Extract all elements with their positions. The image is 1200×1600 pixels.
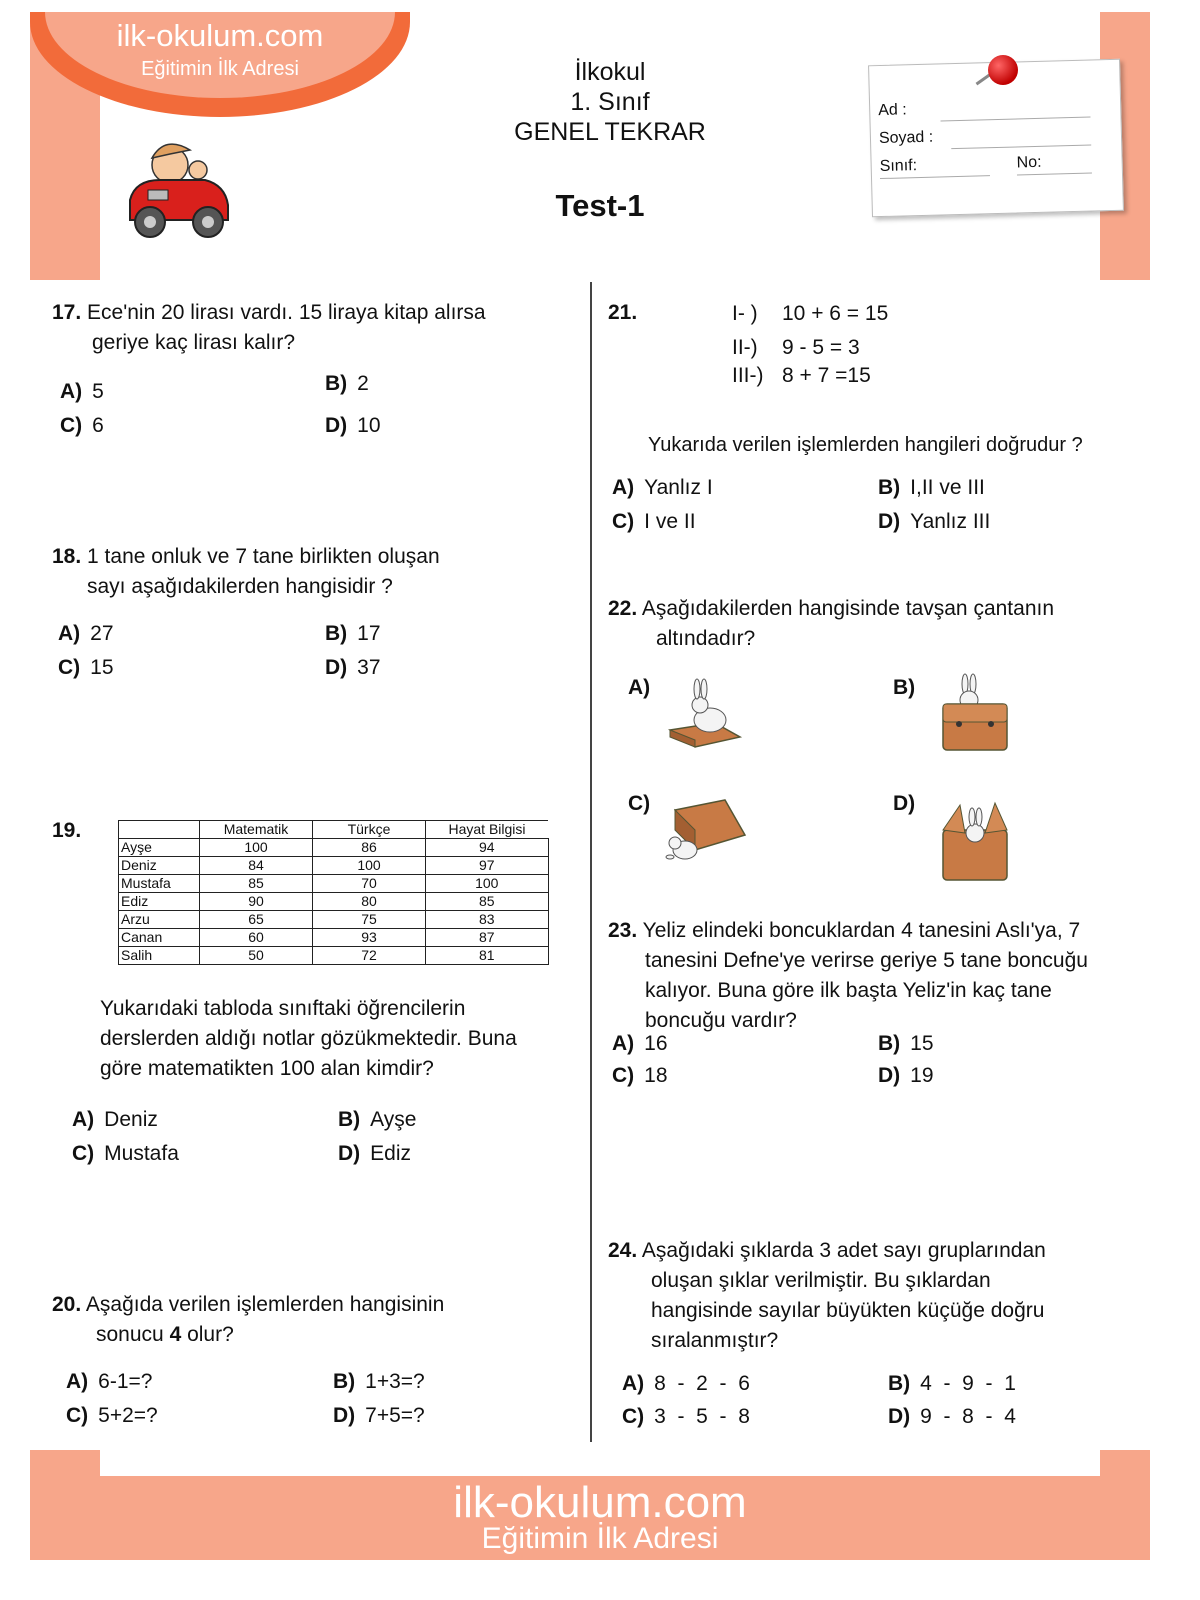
q19-option-d[interactable]: D) Ediz (338, 1142, 412, 1165)
question-number: 24. (608, 1239, 638, 1262)
question-number: 17. (52, 301, 82, 324)
q24-option-d[interactable]: D) 9 - 8 - 4 (888, 1405, 1016, 1428)
q21-prompt: Yukarıda verilen işlemlerden hangileri doğrudur ? (648, 434, 1083, 456)
car-cartoon-illustration (120, 130, 240, 250)
question-text-line4: sıralanmıştır? (651, 1329, 779, 1352)
question-number: 22. (608, 597, 638, 620)
question-number: 20. (52, 1293, 82, 1316)
q22-option-a-label[interactable]: A) (628, 676, 651, 699)
q21-statement-2: II-) 9 - 5 = 3 (732, 336, 860, 359)
question-text-line2: tanesini Defne'ye verirse geriye 5 tane boncuğu (645, 949, 1088, 972)
class-line (880, 175, 990, 179)
q20-option-b[interactable]: B) 1+3=? (333, 1370, 425, 1393)
question-18 (52, 542, 572, 602)
q18-option-d[interactable]: D) 37 (325, 656, 381, 679)
q24-option-c[interactable]: C) 3 - 5 - 8 (622, 1405, 750, 1428)
question-text-line1: Ece'nin 20 lirası vardı. 15 liraya kitap alırsa (87, 301, 486, 324)
q24-option-a[interactable]: A) 8 - 2 - 6 (622, 1372, 750, 1395)
number-line (1017, 173, 1092, 176)
number-label: No: (1016, 153, 1042, 172)
q21-option-d[interactable]: D) Yanlız III (878, 510, 991, 533)
q20-option-d[interactable]: D) 7+5=? (333, 1404, 425, 1427)
table-row: Mustafa 85 70 100 (119, 875, 549, 893)
table-row: Salih 50 72 81 (119, 947, 549, 965)
question-text-line3: kalıyor. Buna göre ilk başta Yeliz'in kaç tane (645, 979, 1052, 1002)
q21-option-b[interactable]: B) I,II ve III (878, 476, 985, 499)
question-text-line1: Aşağıdakilerden hangisinde tavşan çantanın (641, 597, 1055, 620)
question-text-line2: sayı aşağıdakilerden hangisidir ? (87, 575, 393, 598)
title-school: İlkokul (574, 58, 646, 86)
q22-option-c-label[interactable]: C) (628, 792, 651, 815)
question-text-line1: Aşağıdaki şıklarda 3 adet sayı gruplarından (641, 1239, 1046, 1262)
q18-option-b[interactable]: B) 17 (325, 622, 381, 645)
q19-option-a[interactable]: A) Deniz (72, 1108, 158, 1131)
q22-option-d-rabbit-in-bag-image[interactable] (935, 795, 1015, 885)
q22-option-b-label[interactable]: B) (893, 676, 916, 699)
table-row: Arzu 65 75 83 (119, 911, 549, 929)
q21-statement-1: I- ) 10 + 6 = 15 (732, 302, 889, 325)
surname-line (951, 145, 1091, 150)
q17-option-b[interactable]: B) 2 (325, 372, 369, 395)
q21-option-a[interactable]: A) Yanlız I (612, 476, 713, 499)
thought-bubble-3 (275, 195, 299, 213)
question-21-number: 21. (608, 301, 638, 324)
footer-inner (100, 1450, 1100, 1476)
question-text-line2: geriye kaç lirası kalır? (92, 331, 296, 354)
question-text-line1: Yeliz elindeki boncuklardan 4 tanesini Aslı'ya, 7 (642, 919, 1081, 942)
grades-table (118, 820, 549, 965)
title-review: GENEL TEKRAR (514, 118, 706, 146)
q22-option-d-label[interactable]: D) (893, 792, 916, 815)
footer-site: ilk-okulum.com (453, 1478, 747, 1527)
surname-label: Soyad : (878, 128, 934, 148)
question-text-line2: oluşan şıklar verilmiştir. Bu şıklardan (651, 1269, 991, 1292)
q23-option-a[interactable]: A) 16 (612, 1032, 668, 1055)
q23-option-c[interactable]: C) 18 (612, 1064, 668, 1087)
question-text-line2: sonucu 4 olur? (96, 1323, 234, 1346)
q20-option-c[interactable]: C) 5+2=? (66, 1404, 158, 1427)
q19-option-b[interactable]: B) Ayşe (338, 1108, 417, 1131)
thought-bubble-2 (320, 180, 350, 202)
question-text-line3: hangisinde sayılar büyükten küçüğe doğru (651, 1299, 1045, 1322)
q24-option-b[interactable]: B) 4 - 9 - 1 (888, 1372, 1016, 1395)
q20-option-a[interactable]: A) 6-1=? (66, 1370, 153, 1393)
question-number: 18. (52, 545, 82, 568)
class-label: Sınıf: (879, 157, 918, 176)
question-17 (52, 298, 572, 358)
q17-option-c[interactable]: C) 6 (60, 414, 104, 437)
logo-tagline: Eğitimin İlk Adresi (141, 58, 299, 80)
thought-bubble-4 (240, 205, 258, 219)
q21-statement-3: III-) 8 + 7 =15 (732, 364, 871, 387)
title-grade: 1. Sınıf (570, 88, 650, 116)
question-19-number: 19. (52, 819, 82, 842)
push-pin-icon (988, 55, 1018, 85)
test-title: Test-1 (555, 188, 645, 223)
table-row: Canan 60 93 87 (119, 929, 549, 947)
table-row: Ayşe 100 86 94 (119, 839, 549, 857)
q17-option-a[interactable]: A) 5 (60, 380, 104, 403)
q18-option-c[interactable]: C) 15 (58, 656, 114, 679)
question-24 (608, 1236, 1168, 1356)
question-number: 23. (608, 919, 638, 942)
question-text-line2: altındadır? (656, 627, 756, 650)
question-22 (608, 594, 1168, 654)
name-line (941, 117, 1091, 122)
table-row: Deniz 84 100 97 (119, 857, 549, 875)
q19-option-c[interactable]: C) Mustafa (72, 1142, 179, 1165)
question-20 (52, 1290, 572, 1350)
question-text-line4: boncuğu vardır? (645, 1009, 797, 1032)
column-divider (590, 282, 592, 1442)
q22-option-b-rabbit-behind-bag-image[interactable] (935, 672, 1015, 757)
q23-option-b[interactable]: B) 15 (878, 1032, 934, 1055)
table-row: Ediz 90 80 85 (119, 893, 549, 911)
question-23 (608, 916, 1168, 1036)
q17-option-d[interactable]: D) 10 (325, 414, 381, 437)
q18-option-a[interactable]: A) 27 (58, 622, 114, 645)
q21-option-c[interactable]: C) I ve II (612, 510, 696, 533)
q23-option-d[interactable]: D) 19 (878, 1064, 934, 1087)
footer-tagline: Eğitimin İlk Adresi (481, 1522, 719, 1555)
q22-option-a-rabbit-on-bag-image[interactable] (665, 675, 745, 755)
name-label: Ad : (878, 101, 907, 120)
thought-bubble-1 (395, 140, 435, 168)
question-19-text: Yukarıdaki tabloda sınıftaki öğrencilerin derslerden aldığı notlar gözükmektedir. Buna göre matematikten 100 alan kimdir? (100, 997, 517, 1080)
question-text-line1: 1 tane onluk ve 7 tane birlikten oluşan (87, 545, 440, 568)
logo-site: ilk-okulum.com (116, 18, 324, 53)
q22-option-c-rabbit-under-bag-image[interactable] (660, 795, 750, 870)
question-text-line1: Aşağıda verilen işlemlerden hangisinin (85, 1293, 445, 1316)
table-header-row: Matematik Türkçe Hayat Bilgisi (119, 821, 549, 839)
